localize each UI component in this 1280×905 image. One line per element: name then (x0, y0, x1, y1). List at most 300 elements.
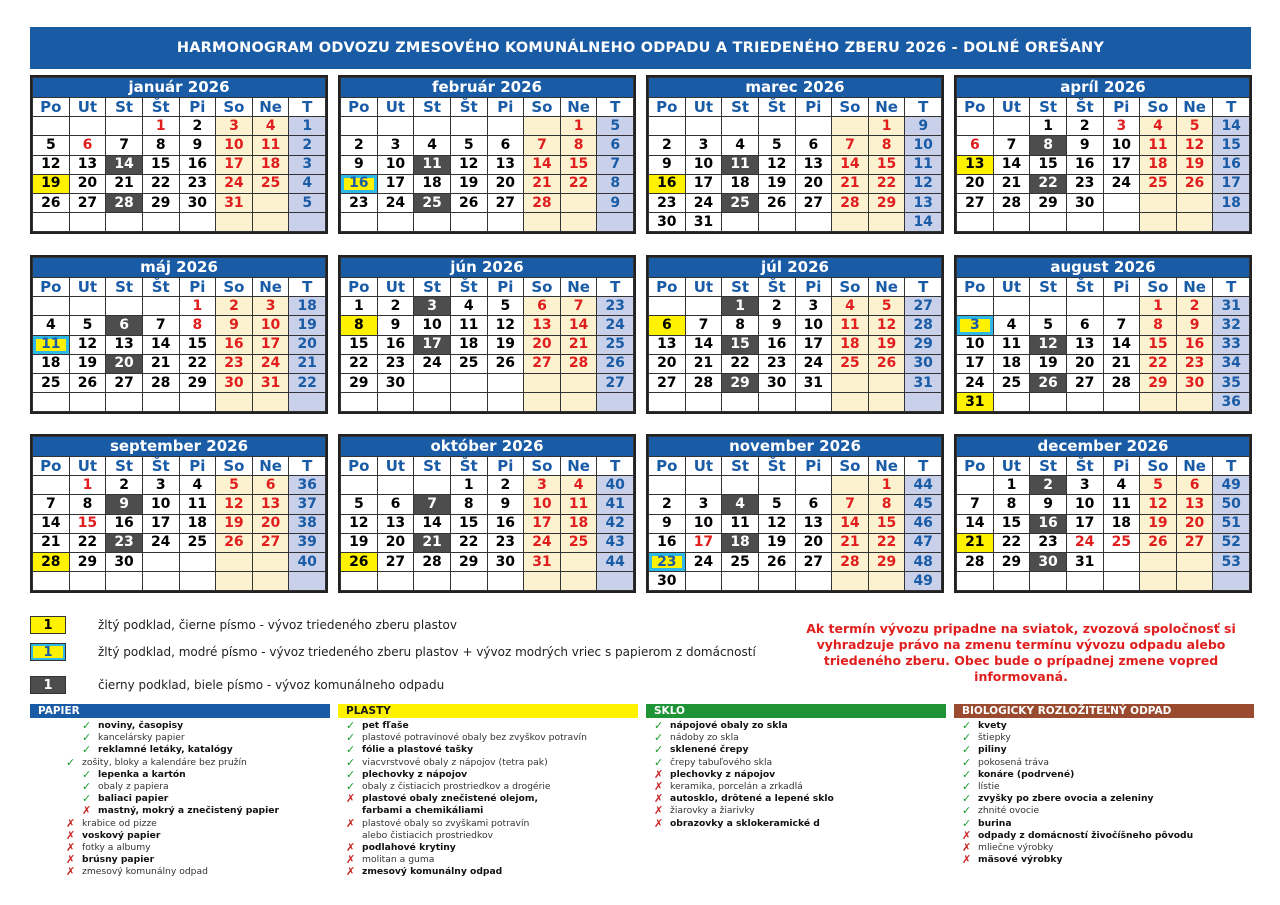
day-cell: 24 (685, 552, 722, 571)
category-item (66, 805, 330, 817)
week-number: 37 (289, 495, 326, 514)
empty-cell (1176, 552, 1213, 571)
empty-cell (1176, 193, 1213, 212)
empty-cell (252, 552, 289, 571)
day-cell: 12 (216, 495, 253, 514)
weekday-header: St (414, 457, 451, 476)
day-cell: 23 (106, 533, 143, 552)
item-text: plastové potravinové obaly bez zvyškov potravín (362, 732, 587, 744)
day-cell: 10 (142, 495, 179, 514)
day-cell: 3 (524, 476, 561, 495)
category-item (962, 757, 1254, 769)
category-item (654, 769, 946, 781)
day-cell: 13 (487, 155, 524, 174)
day-cell: 25 (560, 533, 597, 552)
weekday-header: Ne (868, 98, 905, 117)
day-cell: 22 (179, 354, 216, 373)
weekday-header: T (905, 98, 942, 117)
weekday-header: Pi (795, 457, 832, 476)
empty-cell (758, 393, 795, 412)
day-cell: 4 (722, 495, 759, 514)
week-number: 27 (597, 373, 634, 392)
day-cell: 15 (560, 155, 597, 174)
legend-box-yellow: 1 (30, 616, 66, 634)
day-cell: 8 (868, 136, 905, 155)
category-item (962, 769, 1254, 781)
check-icon: ✓ (66, 755, 76, 769)
empty-cell (1030, 393, 1067, 412)
day-cell: 13 (377, 514, 414, 533)
week-number: 44 (597, 552, 634, 571)
weekday-header: Po (957, 98, 994, 117)
day-cell: 18 (450, 335, 487, 354)
day-cell: 3 (685, 495, 722, 514)
day-cell: 5 (758, 495, 795, 514)
legend-box-dark: 1 (30, 676, 66, 694)
day-cell: 31 (524, 552, 561, 571)
category-item (346, 744, 638, 756)
empty-cell (758, 476, 795, 495)
day-cell: 4 (252, 117, 289, 136)
day-cell: 19 (216, 514, 253, 533)
weekday-header: Po (649, 457, 686, 476)
category-item (346, 793, 638, 805)
weekday-header: Pi (487, 457, 524, 476)
empty-cell (685, 297, 722, 316)
item-text: nápojové obaly zo skla (670, 720, 788, 731)
empty-cell (832, 572, 869, 591)
weekday-header: So (832, 98, 869, 117)
day-cell: 8 (341, 316, 378, 335)
day-cell: 2 (179, 117, 216, 136)
item-text: zmesový komunálny odpad (82, 866, 208, 878)
weekday-header: St (414, 98, 451, 117)
empty-cell (649, 297, 686, 316)
weekday-header: T (1213, 457, 1250, 476)
empty-cell (1030, 213, 1067, 232)
day-cell: 9 (106, 495, 143, 514)
empty-cell (450, 373, 487, 392)
day-cell: 30 (106, 552, 143, 571)
day-cell: 8 (450, 495, 487, 514)
weekday-header: Št (142, 457, 179, 476)
day-cell: 23 (758, 354, 795, 373)
item-text: viacvrstvové obaly z nápojov (tetra pak) (362, 756, 548, 768)
day-cell: 8 (1030, 136, 1067, 155)
day-cell: 15 (868, 155, 905, 174)
empty-cell (560, 572, 597, 591)
empty-cell (685, 476, 722, 495)
day-cell: 10 (795, 316, 832, 335)
day-cell: 21 (106, 174, 143, 193)
day-cell: 2 (216, 297, 253, 316)
weekday-header: T (905, 278, 942, 297)
weekday-header: Ne (252, 278, 289, 297)
day-cell: 16 (649, 174, 686, 193)
day-cell: 11 (1103, 495, 1140, 514)
day-cell: 16 (106, 514, 143, 533)
day-cell: 9 (216, 316, 253, 335)
week-number: 5 (597, 117, 634, 136)
month-title: december 2026 (957, 437, 1250, 457)
empty-cell (341, 476, 378, 495)
day-cell: 11 (560, 495, 597, 514)
day-cell: 9 (649, 514, 686, 533)
cross-icon: ✗ (654, 816, 664, 830)
week-number: 24 (597, 316, 634, 335)
empty-cell (524, 213, 561, 232)
day-cell: 10 (252, 316, 289, 335)
week-number: 31 (1213, 297, 1250, 316)
weekday-header: Št (1066, 457, 1103, 476)
category-item (654, 793, 946, 805)
item-text: zmesový komunálny odpad (362, 866, 503, 878)
weekday-header: So (524, 98, 561, 117)
weekday-header: Ut (685, 457, 722, 476)
day-cell: 16 (1030, 514, 1067, 533)
legend-text: žltý podklad, čierne písmo - vývoz triedeného zberu plastov (98, 618, 457, 632)
week-number (289, 393, 326, 412)
day-cell: 22 (1030, 174, 1067, 193)
empty-cell (560, 552, 597, 571)
day-cell: 20 (487, 174, 524, 193)
week-number: 44 (905, 476, 942, 495)
day-cell: 25 (252, 174, 289, 193)
item-text: molitan a guma (362, 854, 435, 866)
weekday-header: T (597, 278, 634, 297)
day-cell: 27 (252, 533, 289, 552)
empty-cell (649, 476, 686, 495)
weekday-header: Ne (252, 457, 289, 476)
empty-cell (560, 213, 597, 232)
day-cell: 26 (69, 373, 106, 392)
day-cell: 5 (1140, 476, 1177, 495)
item-text: fólie a plastové tašky (362, 744, 474, 756)
weekday-header: Št (758, 278, 795, 297)
check-icon: ✓ (82, 792, 92, 806)
day-cell: 4 (450, 297, 487, 316)
day-cell: 2 (649, 136, 686, 155)
day-cell: 12 (1140, 495, 1177, 514)
day-cell: 12 (758, 155, 795, 174)
item-text: mastný, mokrý a znečistený papier (98, 805, 280, 817)
category-item (346, 818, 638, 830)
day-cell: 31 (1066, 552, 1103, 571)
category-title: PLASTY (338, 704, 638, 718)
day-cell: 1 (1030, 117, 1067, 136)
category-item (654, 805, 946, 817)
month-title: júl 2026 (649, 258, 942, 278)
empty-cell (1140, 193, 1177, 212)
day-cell: 5 (33, 136, 70, 155)
week-number: 29 (905, 335, 942, 354)
weekday-header: Št (450, 457, 487, 476)
empty-cell (106, 117, 143, 136)
empty-cell (252, 193, 289, 212)
week-number: 14 (1213, 117, 1250, 136)
day-cell: 27 (1176, 533, 1213, 552)
category-title: SKLO (646, 704, 946, 718)
day-cell: 12 (487, 316, 524, 335)
check-icon: ✓ (962, 816, 972, 830)
day-cell: 8 (179, 316, 216, 335)
week-number: 40 (289, 552, 326, 571)
empty-cell (1176, 393, 1213, 412)
day-cell: 31 (957, 393, 994, 412)
day-cell: 7 (832, 136, 869, 155)
day-cell: 24 (1103, 174, 1140, 193)
empty-cell (414, 117, 451, 136)
empty-cell (524, 373, 561, 392)
day-cell: 2 (377, 297, 414, 316)
category-title: PAPIER (30, 704, 330, 718)
month-title: január 2026 (33, 78, 326, 98)
day-cell: 9 (179, 136, 216, 155)
day-cell: 25 (1140, 174, 1177, 193)
category-item (654, 744, 946, 756)
cross-icon: ✗ (66, 816, 76, 830)
day-cell: 9 (487, 495, 524, 514)
category-item (346, 805, 638, 817)
day-cell: 22 (69, 533, 106, 552)
day-cell: 26 (216, 533, 253, 552)
item-text: štiepky (978, 732, 1011, 744)
weekday-header: Pi (1103, 457, 1140, 476)
day-cell: 28 (1103, 373, 1140, 392)
empty-cell (957, 213, 994, 232)
weekday-header: So (216, 98, 253, 117)
category-item (66, 732, 330, 744)
day-cell: 6 (649, 316, 686, 335)
empty-cell (957, 117, 994, 136)
week-number (905, 393, 942, 412)
empty-cell (1176, 213, 1213, 232)
empty-cell (758, 572, 795, 591)
category-item (962, 854, 1254, 866)
holiday-notice: Ak termín vývozu pripadne na sviatok, zvozová spoločnosť si vyhradzuje právo na zmenu termínu vývozu odpadu alebo triedeného zberu. Obec bude o prípadnej zmene vopred informovaná. (806, 621, 1236, 684)
weekday-header: Ut (69, 278, 106, 297)
weekday-header: St (106, 278, 143, 297)
weekday-header: T (289, 278, 326, 297)
weekday-header: Št (758, 98, 795, 117)
day-cell: 29 (450, 552, 487, 571)
item-text: plechovky z nápojov (670, 768, 776, 780)
day-cell: 2 (1066, 117, 1103, 136)
day-cell: 12 (341, 514, 378, 533)
day-cell: 19 (758, 174, 795, 193)
empty-cell (832, 213, 869, 232)
empty-cell (377, 476, 414, 495)
check-icon: ✓ (346, 755, 356, 769)
category-item (66, 781, 330, 793)
day-cell: 1 (868, 476, 905, 495)
day-cell: 4 (33, 316, 70, 335)
day-cell: 5 (1176, 117, 1213, 136)
empty-cell (649, 393, 686, 412)
day-cell: 3 (142, 476, 179, 495)
day-cell: 28 (993, 193, 1030, 212)
week-number: 40 (597, 476, 634, 495)
day-cell: 3 (252, 297, 289, 316)
day-cell: 24 (1066, 533, 1103, 552)
cross-icon: ✗ (82, 804, 92, 818)
day-cell: 30 (179, 193, 216, 212)
month-calendar (954, 434, 1252, 593)
week-number: 18 (1213, 193, 1250, 212)
day-cell: 10 (685, 514, 722, 533)
cross-icon: ✗ (962, 853, 972, 867)
week-number: 26 (597, 354, 634, 373)
category-item (654, 720, 946, 732)
day-cell: 7 (414, 495, 451, 514)
item-text: pokosená tráva (978, 756, 1049, 768)
month-calendar (338, 75, 636, 234)
weekday-header: Pi (179, 98, 216, 117)
weekday-header: T (1213, 278, 1250, 297)
day-cell: 21 (1103, 354, 1140, 373)
weekday-header: Pi (487, 278, 524, 297)
month-title: november 2026 (649, 437, 942, 457)
day-cell: 11 (450, 316, 487, 335)
day-cell: 9 (341, 155, 378, 174)
week-number: 36 (289, 476, 326, 495)
day-cell: 4 (1140, 117, 1177, 136)
day-cell: 22 (868, 174, 905, 193)
weekday-header: T (289, 457, 326, 476)
day-cell: 15 (868, 514, 905, 533)
empty-cell (868, 373, 905, 392)
day-cell: 27 (795, 193, 832, 212)
month-title: august 2026 (957, 258, 1250, 278)
week-number (1213, 572, 1250, 591)
week-number (289, 213, 326, 232)
day-cell: 18 (832, 335, 869, 354)
empty-cell (1030, 572, 1067, 591)
empty-cell (868, 213, 905, 232)
day-cell: 19 (450, 174, 487, 193)
day-cell: 5 (758, 136, 795, 155)
day-cell: 30 (1066, 193, 1103, 212)
empty-cell (69, 297, 106, 316)
week-number: 21 (289, 354, 326, 373)
empty-cell (487, 373, 524, 392)
day-cell: 23 (179, 174, 216, 193)
day-cell: 7 (106, 136, 143, 155)
day-cell: 11 (993, 335, 1030, 354)
item-text: žiarovky a žiarivky (670, 805, 755, 817)
weekday-header: St (1030, 98, 1067, 117)
day-cell: 29 (722, 373, 759, 392)
day-cell: 7 (524, 136, 561, 155)
day-cell: 8 (993, 495, 1030, 514)
week-number: 49 (905, 572, 942, 591)
day-cell: 22 (560, 174, 597, 193)
empty-cell (450, 117, 487, 136)
week-number: 17 (1213, 174, 1250, 193)
category-item (346, 781, 638, 793)
week-number (597, 572, 634, 591)
day-cell: 28 (524, 193, 561, 212)
weekday-header: Ne (1176, 278, 1213, 297)
item-text: sklenené črepy (670, 744, 749, 756)
weekday-header: Ut (685, 278, 722, 297)
day-cell: 10 (216, 136, 253, 155)
weekday-header: Po (957, 278, 994, 297)
empty-cell (1103, 193, 1140, 212)
week-number: 9 (597, 193, 634, 212)
weekday-header: Pi (795, 278, 832, 297)
category-item (66, 793, 330, 805)
cross-icon: ✗ (66, 865, 76, 879)
weekday-header: Ut (69, 98, 106, 117)
item-text: obrazovky a sklokeramické d (670, 817, 820, 829)
day-cell: 2 (1030, 476, 1067, 495)
day-cell: 9 (1030, 495, 1067, 514)
day-cell: 13 (795, 155, 832, 174)
empty-cell (560, 373, 597, 392)
weekday-header: So (1140, 278, 1177, 297)
weekday-header: Pi (1103, 278, 1140, 297)
item-text: brúsny papier (82, 854, 155, 866)
day-cell: 16 (216, 335, 253, 354)
day-cell: 26 (868, 354, 905, 373)
week-number: 20 (289, 335, 326, 354)
day-cell: 20 (1066, 354, 1103, 373)
day-cell: 16 (758, 335, 795, 354)
empty-cell (1140, 213, 1177, 232)
item-text: autosklo, drôtené a lepené sklo (670, 793, 834, 805)
day-cell: 6 (1066, 316, 1103, 335)
empty-cell (142, 552, 179, 571)
item-text: reklamné letáky, katalógy (98, 744, 233, 756)
weekday-header: T (597, 98, 634, 117)
empty-cell (487, 393, 524, 412)
empty-cell (1066, 213, 1103, 232)
day-cell: 21 (524, 174, 561, 193)
day-cell: 29 (142, 193, 179, 212)
weekday-header: So (216, 457, 253, 476)
empty-cell (993, 297, 1030, 316)
empty-cell (414, 572, 451, 591)
weekday-header: Ne (1176, 457, 1213, 476)
day-cell: 24 (795, 354, 832, 373)
weekday-header: St (106, 457, 143, 476)
empty-cell (450, 393, 487, 412)
empty-cell (69, 393, 106, 412)
empty-cell (957, 572, 994, 591)
week-number: 36 (1213, 393, 1250, 412)
check-icon: ✓ (82, 767, 92, 781)
day-cell: 22 (450, 533, 487, 552)
week-number (289, 572, 326, 591)
day-cell: 17 (524, 514, 561, 533)
week-number: 50 (1213, 495, 1250, 514)
day-cell: 17 (685, 174, 722, 193)
day-cell: 16 (649, 533, 686, 552)
day-cell: 5 (1030, 316, 1067, 335)
day-cell: 24 (414, 354, 451, 373)
week-number: 41 (597, 495, 634, 514)
empty-cell (524, 117, 561, 136)
month-title: marec 2026 (649, 78, 942, 98)
week-number: 2 (289, 136, 326, 155)
month-title: apríl 2026 (957, 78, 1250, 98)
weekday-header: T (597, 457, 634, 476)
week-number: 22 (289, 373, 326, 392)
day-cell: 16 (1176, 335, 1213, 354)
cross-icon: ✗ (654, 780, 664, 794)
day-cell: 5 (216, 476, 253, 495)
